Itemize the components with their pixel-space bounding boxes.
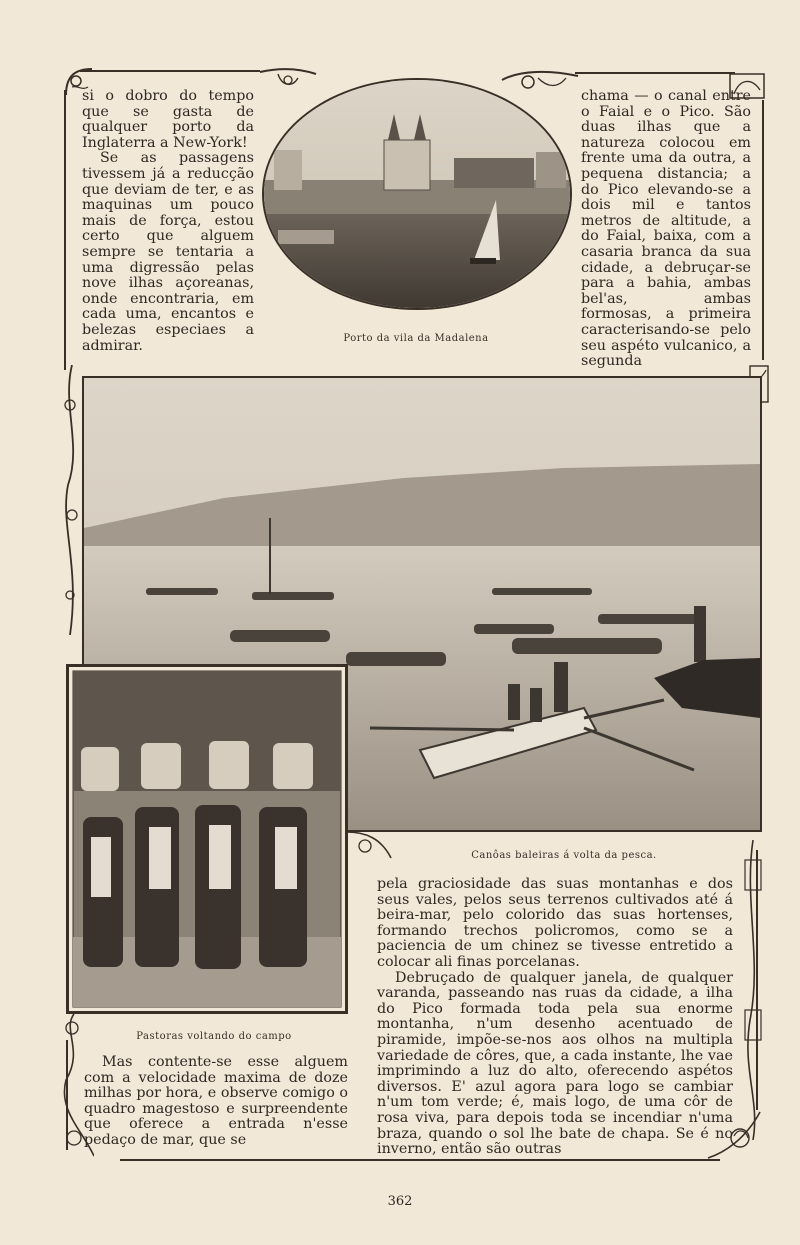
caption-pastoras: Pastoras voltando do campo [136, 1031, 292, 1042]
paragraph: Se as passagens tivessem já a reducção que deviam de ter, e as maquinas um pouco mais de força, estou certo que alguem sempre se tentaria a uma digressão pelas nove ilhas açoreanas, onde encontraria, em cada uma, encantos e belezas especiaes a admirar. [82, 150, 254, 354]
frame-left-line [64, 90, 66, 370]
paragraph: chama — o canal entre o Faial e o Pico. São duas ilhas que a natureza colocou em frente uma da outra, a pequena distancia; a do Pico elevando-se a dois mil e tantos metros de altitude, a do Faial, baixa, com a casaria branca da sua cidade, a debruçar-se para a bahia, ambas bel'as, ambas formosas, a primeira caracterisando-se pelo seu aspéto vulcanico, a segunda [581, 88, 751, 370]
frame-right-line [762, 100, 764, 360]
floral-ornament-icon [258, 66, 318, 100]
article-text-top-right [527, 89, 751, 370]
article-text-top-left [82, 89, 254, 354]
floral-ornament-icon [345, 828, 393, 864]
paragraph: pela graciosidade das suas montanhas e dos seus vales, pelos seus terrenos cultivados até á beira-mar, pelo colorido das suas hortenses, formando trechos policromos, como se a paciencia de um chinez se tivesse entretido a colocar ali finas porcelanas. [377, 876, 733, 970]
photo-porto-madalena [262, 78, 572, 310]
harbor-town-image [264, 80, 570, 308]
frame-bottom-line [120, 1159, 720, 1161]
paragraph: Debruçado de qualquer janela, de qualquer varanda, passeando nas ruas da cidade, a ilha do Pico formada toda pela sua enorme montanha, n'um desenho acentuado de piramide, impõe-se-nos aos olhos na multipla variedade de côres, que, a cada instante, lhe vae imprimindo a luz do alto, oferecendo aspétos diversos. E' azul agora para logo se cambiar n'um tom verde; é, mais logo, de uma côr de rosa viva, para depois toda se incendiar n'uma braza, quando o sol lhe bate de chapa. Se é no inverno, então são outras [377, 969, 733, 1158]
frame-top-left-line [80, 70, 260, 72]
floral-ornament-icon [740, 840, 766, 1140]
shepherdesses-image [69, 667, 345, 1011]
caption-porto-madalena: Porto da vila da Madalena [343, 333, 489, 344]
caption-canoas-baleiras: Canôas baleiras á volta da pesca. [471, 850, 657, 861]
photo-pastoras [66, 664, 348, 1014]
paragraph: si o dobro do tempo que se gasta de qualquer porto da Inglaterra a New-York! [82, 88, 254, 151]
page-number: 362 [387, 1194, 413, 1209]
frame-top-right-line [575, 72, 735, 74]
article-text-bottom-right [377, 877, 733, 1158]
article-text-bottom-left [84, 1055, 348, 1149]
paragraph: Mas contente-se esse alguem com a velocidade maxima de doze milhas por hora, e observe comigo o quadro magestoso e surpreendente que oferece a entrada n'esse pedaço de mar, que se [84, 1054, 348, 1148]
